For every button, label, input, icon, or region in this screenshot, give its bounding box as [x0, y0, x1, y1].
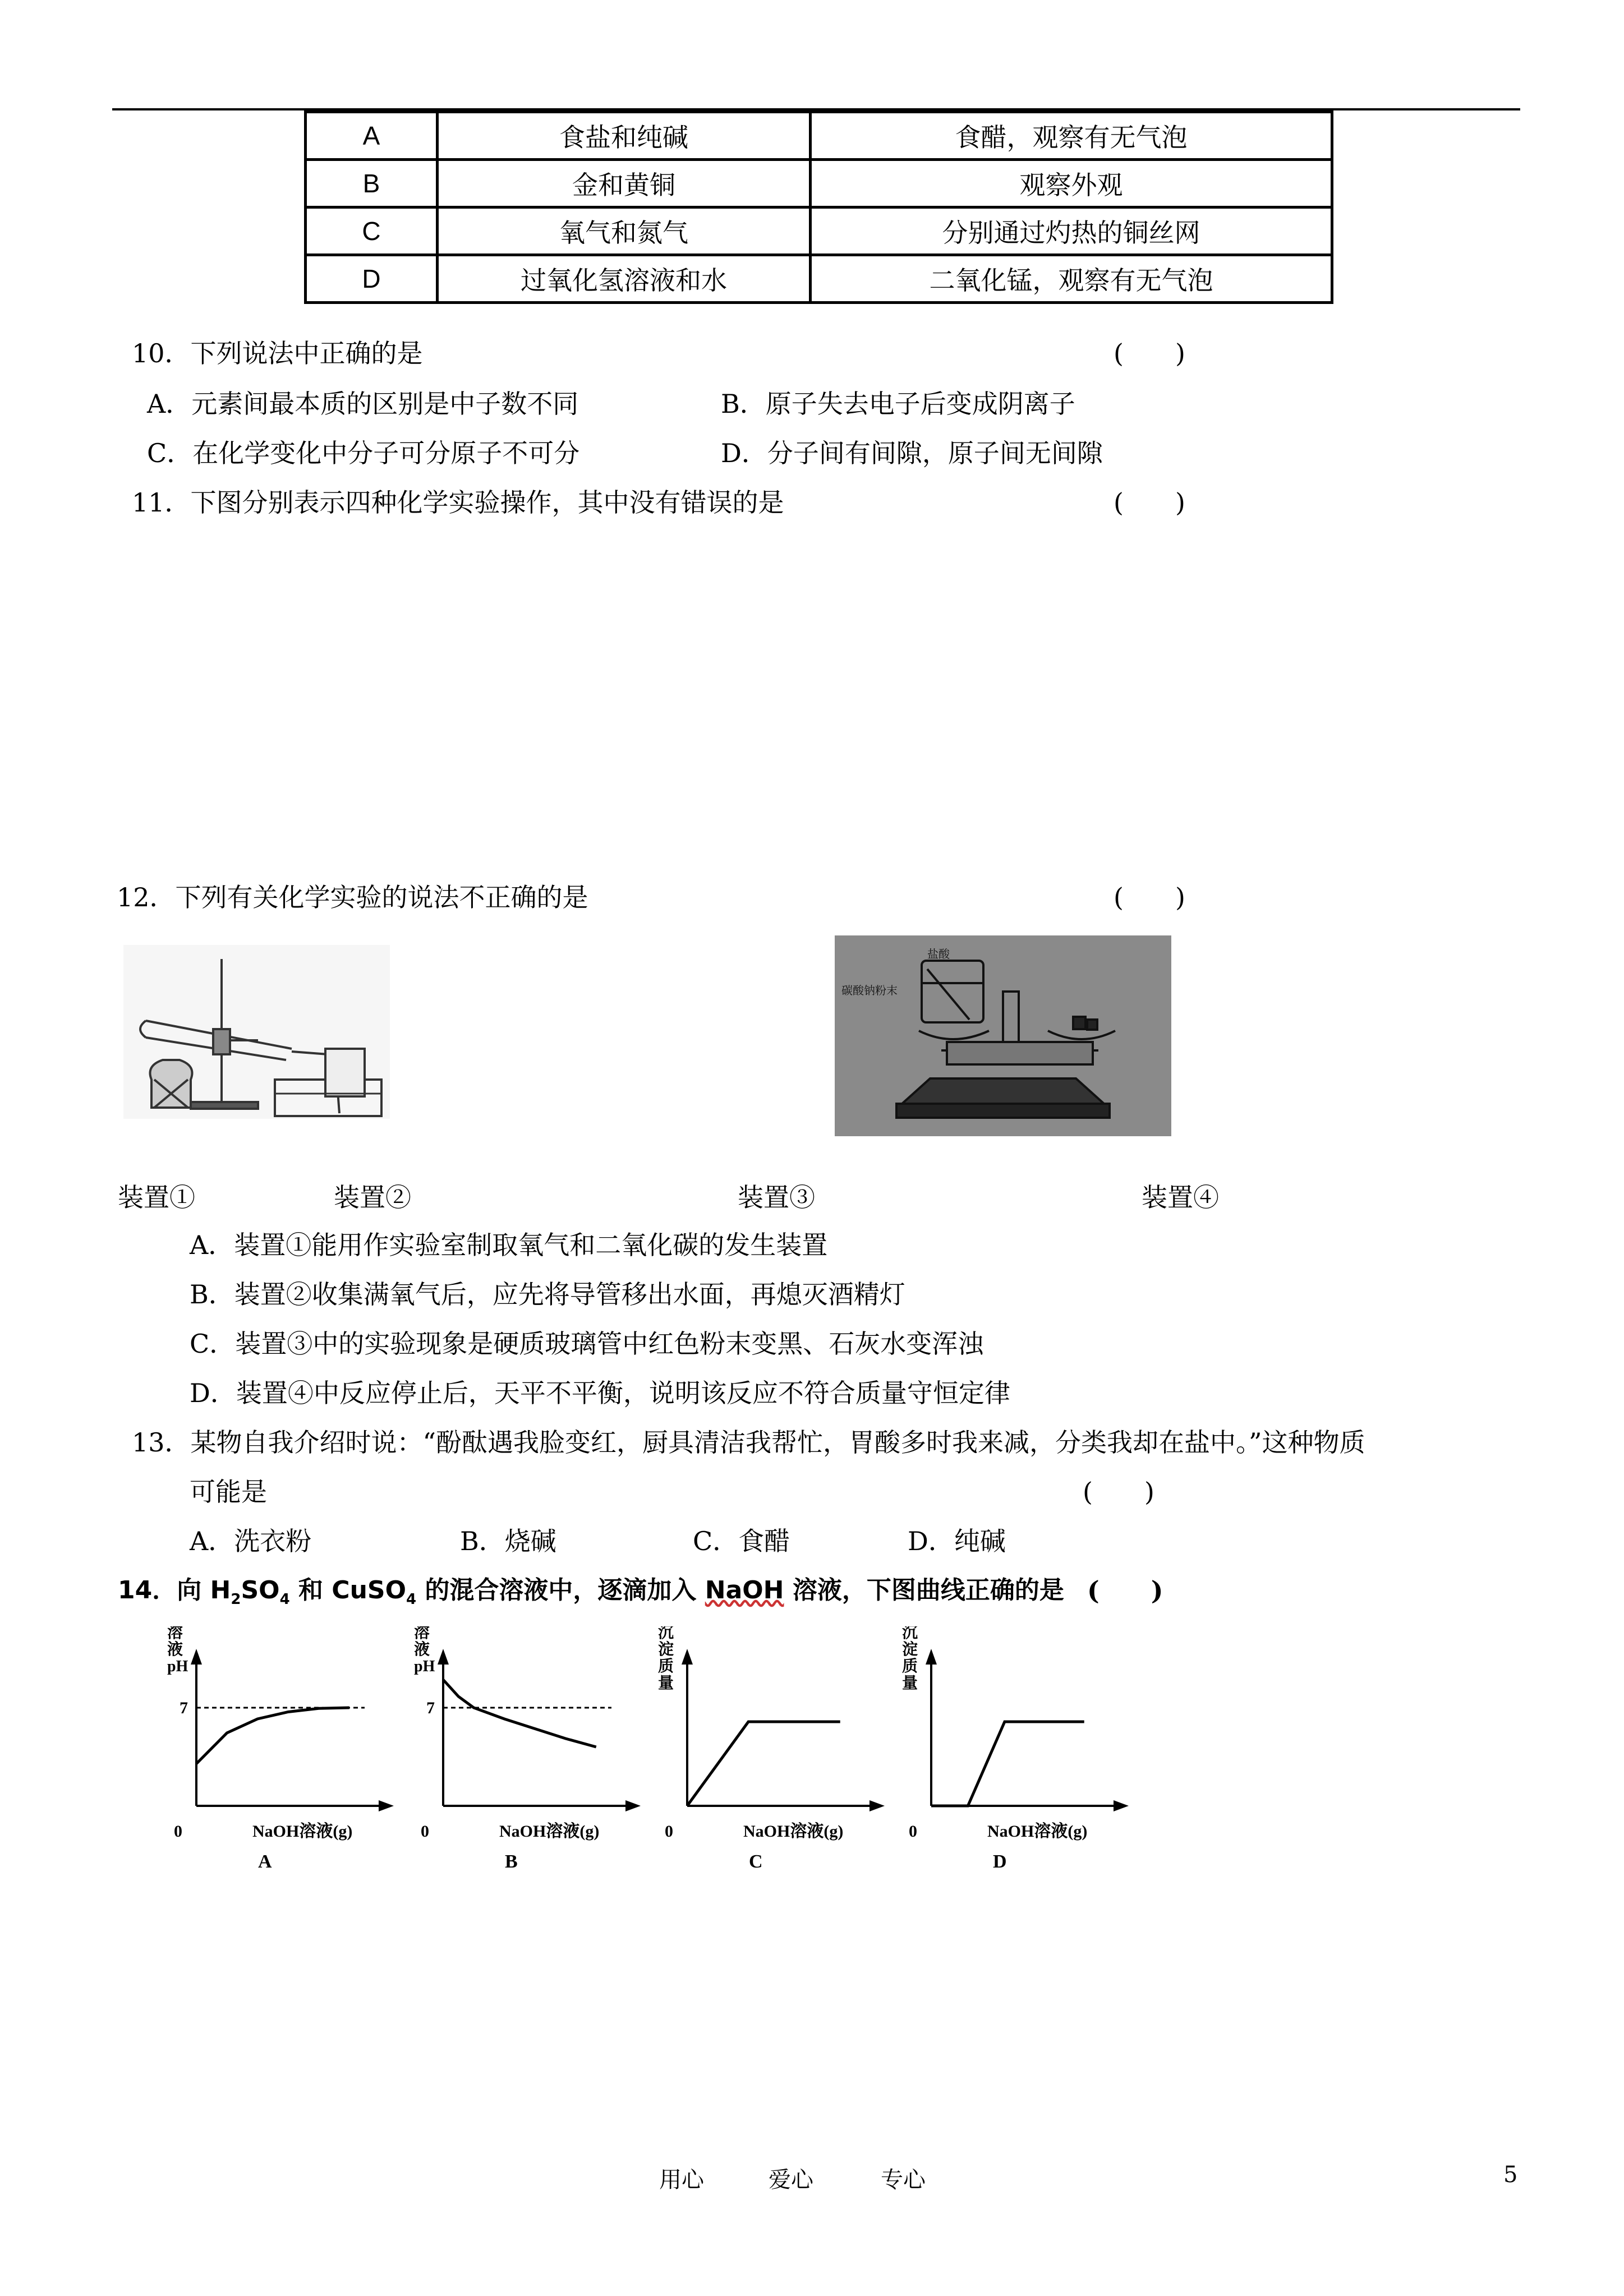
q13-option-d: D．纯碱: [908, 1526, 1006, 1556]
device-4-label: 装置④: [1142, 1182, 1219, 1212]
panel-label: A: [258, 1851, 272, 1872]
row-label: D: [306, 255, 438, 303]
q14-sub-3: 4: [406, 1590, 417, 1608]
q14-sub-1: 2: [231, 1590, 241, 1608]
panel-label: C: [749, 1851, 763, 1872]
q14-stem-post: 溶液，下图曲线正确的是: [784, 1576, 1064, 1605]
identification-method: 观察外观: [811, 160, 1332, 208]
q13-option-c: C．食醋: [693, 1526, 790, 1556]
origin-label: 0: [665, 1822, 673, 1841]
q12-answer-paren: ( ): [1114, 882, 1185, 912]
x-axis-label: NaOH溶液(g): [987, 1822, 1088, 1841]
y-axis-label: 液: [414, 1641, 430, 1658]
reference-tick-label: 7: [426, 1699, 435, 1717]
q14-sub-2: 4: [279, 1590, 290, 1608]
y-axis-label: 液: [167, 1641, 183, 1658]
q14-stem: [118, 1574, 1064, 1616]
q14-stem-mid2: 和 CuSO: [289, 1576, 407, 1605]
origin-label: 0: [174, 1822, 182, 1841]
device-4-figure: [835, 935, 1171, 1136]
q14-stem-mid3: 的混合溶液中，逐滴加入: [416, 1576, 705, 1605]
q10-option-c: C．在化学变化中分子可分原子不可分: [147, 438, 580, 468]
q10-option-b: B．原子失去电子后变成阴离子: [721, 389, 1075, 419]
footer-part-3: 专心: [881, 2167, 926, 2193]
substance-pair: 过氧化氢溶液和水: [438, 255, 811, 303]
q13-stem-line1: 13．某物自我介绍时说：“酚酞遇我脸变红，厨具清洁我帮忙，胃酸多时我来减，分类我却在盐中。”这种物质: [132, 1427, 1365, 1458]
identification-method: 二氧化锰，观察有无气泡: [811, 255, 1332, 303]
chart-c: [654, 1626, 889, 1873]
q11-stem: 11．下图分别表示四种化学实验操作，其中没有错误的是: [132, 487, 784, 518]
q14-stem-pre: 14．向 H: [118, 1576, 231, 1605]
row-label: B: [306, 160, 438, 208]
footer-part-1: 用心: [659, 2167, 704, 2193]
row-label: C: [306, 208, 438, 255]
acid-label: 盐酸: [927, 947, 950, 961]
q14-naoh: NaOH: [705, 1576, 784, 1605]
heating-apparatus-illustration: [123, 945, 390, 1119]
x-axis-label: NaOH溶液(g): [743, 1822, 844, 1841]
data-curve: [931, 1722, 1084, 1806]
device-2-label: 装置②: [334, 1182, 411, 1212]
balance-illustration: [835, 935, 1171, 1136]
powder-label: 碳酸钠粉末: [841, 984, 898, 997]
q13-option-b: B．烧碱: [460, 1526, 556, 1556]
table-row: [306, 160, 1332, 208]
y-axis-label: 沉: [658, 1626, 674, 1642]
y-axis-label: 溶: [414, 1626, 430, 1642]
x-axis-label: NaOH溶液(g): [252, 1822, 353, 1841]
device-3-label: 装置③: [738, 1182, 815, 1212]
q12-option-a: A．装置①能用作实验室制取氧气和二氧化碳的发生装置: [190, 1230, 828, 1260]
y-axis-arrow: [682, 1649, 693, 1665]
table-row: [306, 208, 1332, 255]
y-axis-arrow: [926, 1649, 937, 1665]
chart-d: [898, 1626, 1133, 1873]
data-curve: [443, 1680, 596, 1747]
chart-a: [163, 1626, 398, 1873]
y-axis-label: 淀: [658, 1641, 674, 1658]
y-axis-label: 量: [902, 1675, 918, 1692]
q13-option-a: A．洗衣粉: [190, 1526, 312, 1556]
options-table: [304, 110, 1333, 304]
y-axis-label: 质: [658, 1658, 674, 1675]
origin-label: 0: [421, 1822, 429, 1841]
origin-label: 0: [909, 1822, 917, 1841]
row-label: A: [306, 112, 438, 160]
panel-label: D: [993, 1851, 1007, 1872]
chart-b: [410, 1626, 645, 1873]
y-axis-arrow: [438, 1649, 449, 1665]
substance-pair: 金和黄铜: [438, 160, 811, 208]
y-axis-label: 沉: [902, 1626, 918, 1642]
q13-answer-paren: ( ): [1083, 1477, 1154, 1507]
panel-label: B: [505, 1851, 518, 1872]
y-axis-arrow: [191, 1649, 202, 1665]
data-curve: [196, 1708, 349, 1764]
device-1-figure: [123, 945, 390, 1119]
data-curve: [687, 1722, 840, 1806]
x-axis-label: NaOH溶液(g): [499, 1822, 600, 1841]
identification-method: 食醋，观察有无气泡: [811, 112, 1332, 160]
q12-option-d: D．装置④中反应停止后，天平不平衡，说明该反应不符合质量守恒定律: [190, 1378, 1010, 1408]
y-axis-label: 量: [658, 1675, 674, 1692]
reference-tick-label: 7: [180, 1699, 188, 1717]
x-axis-arrow: [1114, 1800, 1129, 1811]
substance-pair: 氧气和氮气: [438, 208, 811, 255]
q10-option-d: D．分子间有间隙，原子间无间隙: [721, 438, 1103, 468]
footer-part-2: 爱心: [769, 2167, 813, 2193]
q10-answer-paren: ( ): [1114, 338, 1185, 368]
page-number: 5: [1503, 2162, 1518, 2188]
x-axis-arrow: [869, 1800, 885, 1811]
x-axis-arrow: [625, 1800, 641, 1811]
y-axis-label: 淀: [902, 1641, 918, 1658]
q14-stem-mid1: SO: [241, 1576, 280, 1605]
q12-option-b: B．装置②收集满氧气后，应先将导管移出水面，再熄灭酒精灯: [190, 1279, 905, 1310]
device-1-label: 装置①: [118, 1182, 195, 1212]
y-axis-label: pH: [414, 1658, 435, 1675]
x-axis-arrow: [379, 1800, 394, 1811]
identification-method: 分别通过灼热的铜丝网: [811, 208, 1332, 255]
y-axis-label: pH: [167, 1658, 188, 1675]
y-axis-label: 溶: [167, 1626, 183, 1642]
q14-answer-paren: ( ): [1087, 1575, 1163, 1606]
substance-pair: 食盐和纯碱: [438, 112, 811, 160]
q10-stem: 10．下列说法中正确的是: [132, 338, 423, 368]
q10-option-a: A．元素间最本质的区别是中子数不同: [147, 389, 579, 419]
q13-stem-line2: 可能是: [190, 1477, 267, 1507]
table-row: [306, 112, 1332, 160]
q12-stem: 12．下列有关化学实验的说法不正确的是: [117, 882, 588, 912]
q12-option-c: C．装置③中的实验现象是硬质玻璃管中红色粉末变黑、石灰水变浑浊: [190, 1329, 984, 1359]
q11-answer-paren: ( ): [1114, 487, 1185, 518]
table-row: [306, 255, 1332, 303]
y-axis-label: 质: [902, 1658, 918, 1675]
